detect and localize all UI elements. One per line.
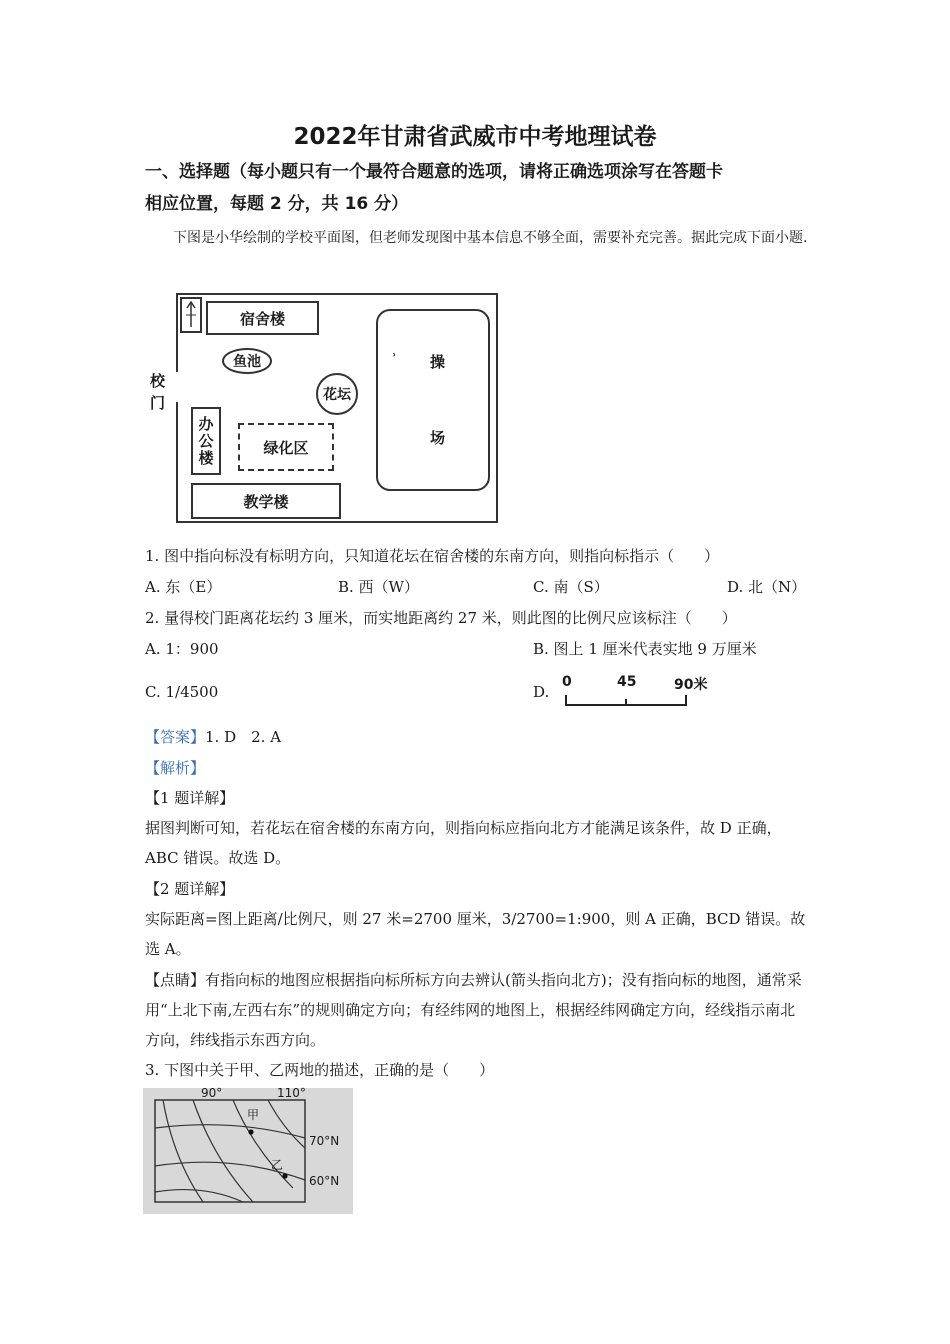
office-building: 办公楼 bbox=[191, 407, 221, 475]
lon-label-110: 110° bbox=[277, 1086, 306, 1100]
q1-option-d: D. 北（N） bbox=[727, 578, 807, 596]
playground bbox=[376, 309, 490, 491]
q2-detail-label: 【2 题详解】 bbox=[145, 880, 235, 898]
page-title: 2022年甘肃省武威市中考地理试卷 bbox=[293, 124, 657, 150]
answer-text: 1. D 2. A bbox=[205, 728, 282, 746]
green-area: 绿化区 bbox=[238, 423, 334, 471]
q1-option-c: C. 南（S） bbox=[533, 578, 609, 596]
dorm-building: 宿舍楼 bbox=[206, 301, 319, 335]
lat-label-60: 60°N bbox=[309, 1174, 340, 1188]
school-gate-label: 校门 bbox=[150, 372, 166, 412]
analysis-label: 【解析】 bbox=[145, 759, 206, 777]
q1-detail-label: 【1 题详解】 bbox=[145, 789, 235, 807]
answer-line bbox=[145, 722, 810, 752]
scale-label-0: 0 bbox=[562, 674, 572, 690]
section-heading-line2: 相应位置，每题 2 分，共 16 分） bbox=[145, 194, 409, 214]
q2-stem: 2. 量得校门距离花坛约 3 厘米，而实地距离约 27 米，则此图的比例尺应该标注（ ） bbox=[145, 609, 737, 627]
point-jia-label: 甲 bbox=[247, 1108, 260, 1122]
q2-detail: 实际距离=图上距离/比例尺，则 27 米=2700 厘米，3/2700=1:900，则 A 正确，BCD 错误。故选 A。 bbox=[145, 910, 806, 958]
q1-detail: 据图判断可知，若花坛在宿舍楼的东南方向，则指向标应指向北方才能满足该条件，故 D 正确，ABC 错误。故选 D。 bbox=[145, 819, 782, 867]
lon-label-90: 90° bbox=[201, 1086, 223, 1100]
north-arrow-icon bbox=[180, 297, 202, 333]
playground-label-1: 操 bbox=[430, 353, 446, 371]
answer-label: 【答案】 bbox=[145, 728, 206, 746]
teaching-building: 教学楼 bbox=[191, 483, 341, 519]
q1-option-b: B. 西（W） bbox=[338, 578, 419, 596]
tip-paragraph: 【点睛】有指向标的地图应根据指向标所标方向去辨认(箭头指向北方)；没有指向标的地图，通常采用“上北下南,左西右东”的规则确定方向；有经纬网的地图上，根据经纬网确定方向，经线指示南北方向，纬线指示东西方向。 bbox=[145, 971, 802, 1049]
scale-label-45: 45 bbox=[617, 674, 637, 690]
fish-pond: 鱼池 bbox=[222, 348, 272, 374]
q1-option-a: A. 东（E） bbox=[145, 578, 222, 596]
school-plan-map bbox=[176, 293, 498, 523]
tick-mark: ˒ bbox=[392, 349, 397, 363]
flower-bed: 花坛 bbox=[316, 373, 358, 415]
q2-option-d-prefix: D. bbox=[533, 683, 550, 701]
graticule-map bbox=[143, 1088, 353, 1214]
q2-option-c: C. 1/4500 bbox=[145, 683, 219, 701]
intro-paragraph: 下图是小华绘制的学校平面图，但老师发现图中基本信息不够全面，需要补充完善。据此完成下面小题. bbox=[173, 230, 808, 246]
q1-stem: 1. 图中指向标没有标明方向，只知道花坛在宿舍楼的东南方向，则指向标指示（ ） bbox=[145, 547, 720, 565]
scale-label-90: 90米 bbox=[674, 677, 708, 693]
playground-label-2: 场 bbox=[430, 429, 446, 447]
q2-option-b: B. 图上 1 厘米代表实地 9 万厘米 bbox=[533, 640, 757, 658]
q2-option-a: A. 1：900 bbox=[145, 640, 219, 658]
gate-gap bbox=[172, 372, 180, 402]
point-yi-label: 乙 bbox=[271, 1158, 284, 1172]
q3-stem: 3. 下图中关于甲、乙两地的描述，正确的是（ ） bbox=[145, 1061, 495, 1079]
scale-bar bbox=[556, 674, 716, 710]
section-heading-line1: 一、选择题（每小题只有一个最符合题意的选项，请将正确选项涂写在答题卡 bbox=[145, 162, 723, 182]
lat-label-70: 70°N bbox=[309, 1134, 340, 1148]
